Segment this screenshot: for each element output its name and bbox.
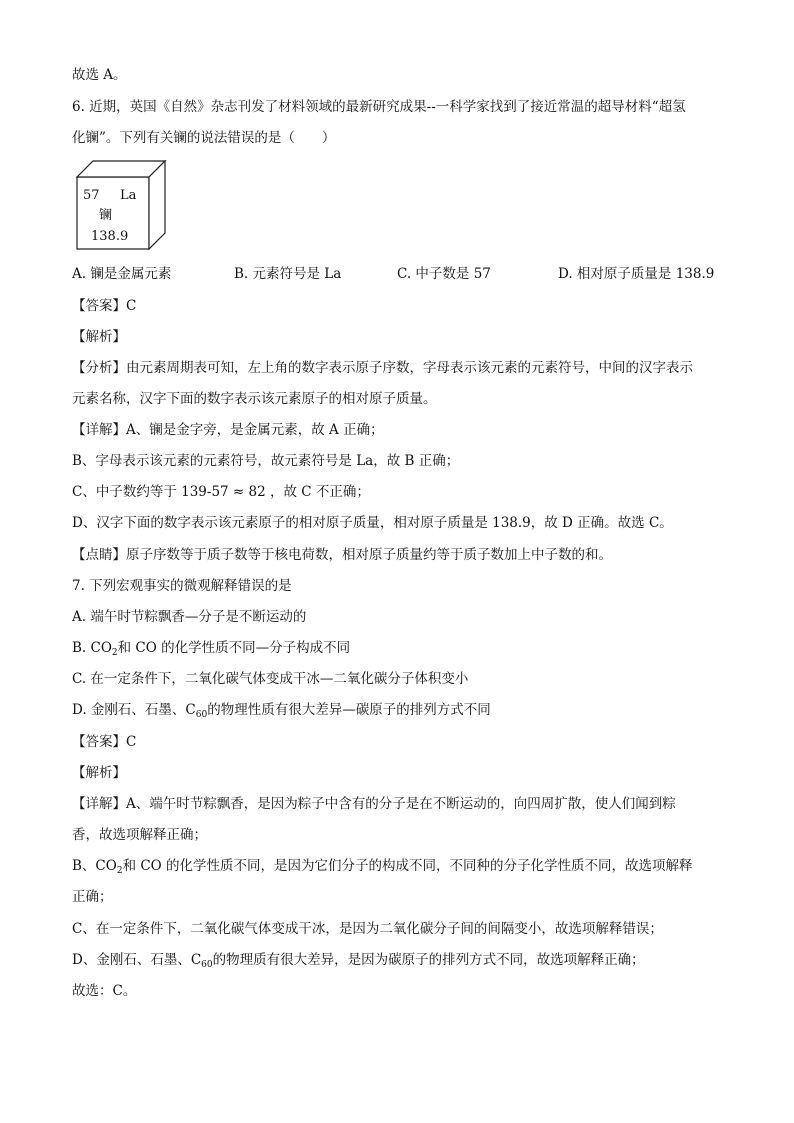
q7-option-a: A. 端午时节粽飘香—分子是不断运动的 — [72, 609, 307, 625]
q7-detail-b-line1: B、$CO_2$和 CO 的化学性质不同，是因为它们分子的构成不同，不同种的分子化学性质不同，故选项解释 — [72, 858, 693, 876]
q6-option-b: B. 元素符号是 La — [234, 266, 342, 282]
q6-option-a: A. 镧是金属元素 — [72, 266, 172, 282]
q6-option-c: C. 中子数是 57 — [397, 266, 491, 282]
question-6-stem-line2: 化镧”。下列有关镧的说法错误的是（ ） — [72, 130, 336, 146]
q7-conclusion: 故选：C。 — [72, 983, 137, 999]
q6-detail-c: C、中子数约等于 139-57 ≈ 82 ，故 C 不正确； — [72, 484, 370, 500]
q6-detail-d: D、汉字下面的数字表示该元素原子的相对原子质量，相对原子质量是 138.9，故 D 正确。故选 C。 — [72, 515, 673, 531]
q6-answer: 【答案】C — [72, 298, 137, 314]
question-7-stem: 7. 下列宏观事实的微观解释错误的是 — [72, 578, 292, 594]
q7-option-c: C. 在一定条件下，二氧化碳气体变成干冰—二氧化碳分子体积变小 — [72, 671, 469, 687]
q6-option-d: D. 相对原子质量是 138.9 — [558, 266, 715, 282]
q7-answer: 【答案】C — [72, 734, 137, 750]
q7-detail-a-line1: 【详解】A、端午时节粽飘香，是因为粽子中含有的分子是在不断运动的，向四周扩散，使人们闻到粽 — [72, 796, 676, 812]
q6-analysis-heading: 【解析】 — [72, 329, 126, 345]
q7-detail-d: D、金刚石、石墨、$C_{60}$的物理质有很大差异，是因为碳原子的排列方式不同，故选项解释正确； — [72, 952, 645, 970]
q6-analysis-line1: 【分析】由元素周期表可知，左上角的数字表示原子序数，字母表示该元素的元素符号，中间的汉字表示 — [72, 360, 693, 376]
q7-detail-a-line2: 香，故选项解释正确； — [72, 827, 207, 843]
q7-detail-c: C、在一定条件下，二氧化碳气体变成干冰，是因为二氧化碳分子间的间隔变小，故选项解释错误； — [72, 921, 663, 937]
question-6-stem-line1: 6. 近期，英国《自然》杂志刊发了材料领域的最新研究成果--一科学家找到了接近常温的超导材料“超氢 — [72, 99, 686, 115]
element-atomic-number: 57 — [83, 188, 100, 203]
periodic-element-card — [76, 160, 168, 252]
q6-analysis-line2: 元素名称，汉字下面的数字表示该元素原子的相对原子质量。 — [72, 391, 437, 407]
element-atomic-mass: 138.9 — [91, 229, 129, 244]
q7-analysis-heading: 【解析】 — [72, 765, 126, 781]
prev-answer-conclusion: 故选 A。 — [72, 67, 127, 83]
element-name: 镧 — [99, 208, 113, 223]
q7-detail-b-line2: 正确； — [72, 889, 113, 905]
q7-option-d: D. 金刚石、石墨、$C_{60}$的物理性质有很大差异—碳原子的排列方式不同 — [72, 702, 491, 720]
q6-tip: 【点睛】原子序数等于质子数等于核电荷数，相对原子质量约等于质子数加上中子数的和。 — [72, 547, 612, 563]
q6-detail-a: 【详解】A、镧是金字旁，是金属元素，故 A 正确； — [72, 422, 384, 438]
q6-detail-b: B、字母表示该元素的元素符号，故元素符号是 La，故 B 正确； — [72, 453, 460, 469]
element-symbol: La — [120, 188, 137, 203]
q7-option-b: B. $CO_2$和 CO 的化学性质不同—分子构成不同 — [72, 640, 351, 658]
